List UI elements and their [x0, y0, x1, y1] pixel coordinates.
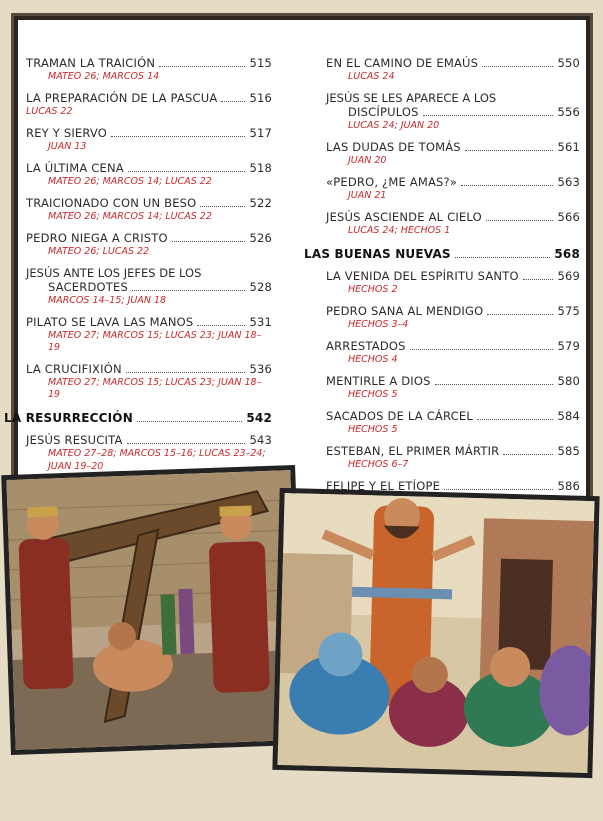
- entry-title: PEDRO SANA AL MENDIGO: [326, 304, 484, 318]
- entry-reference: JUAN 20: [348, 155, 387, 166]
- entry-page: 561: [557, 140, 580, 154]
- toc-entry: [26, 362, 272, 401]
- entry-page: 575: [557, 304, 580, 318]
- entry-page: 518: [249, 161, 272, 175]
- entry-page: 515: [249, 56, 272, 70]
- entry-title: JESÚS RESUCITA: [26, 433, 123, 447]
- toc-entry: [26, 126, 272, 153]
- toc-entry: [326, 91, 580, 132]
- entry-reference: LUCAS 22: [26, 106, 73, 117]
- entry-reference: LUCAS 24: [348, 71, 395, 82]
- entry-title-line: JESÚS SE LES APARECE A LOS: [326, 91, 497, 105]
- entry-title: FELIPE Y EL ETÍOPE: [326, 479, 441, 493]
- entry-title: LA CRUCIFIXIÓN: [26, 362, 122, 376]
- section-title: LAS BUENAS NUEVAS: [304, 247, 451, 261]
- section-title: LA RESURRECCIÓN: [4, 411, 133, 425]
- entry-reference: HECHOS 6–7: [348, 459, 409, 470]
- toc-entry: [326, 339, 580, 366]
- entry-reference: JUAN 21: [348, 190, 387, 201]
- toc-entry: [326, 374, 580, 401]
- entry-title: MENTIRLE A DIOS: [326, 374, 431, 388]
- toc-entry: [26, 56, 272, 83]
- toc-left-column: [4, 56, 272, 530]
- toc-entry: [326, 140, 580, 167]
- entry-page: 536: [249, 362, 272, 376]
- toc-entry: [326, 175, 580, 202]
- entry-title-line: SACERDOTES: [48, 280, 128, 294]
- entry-page: 584: [557, 409, 580, 423]
- toc-entry: [326, 444, 580, 471]
- entry-reference: HECHOS 5: [348, 424, 398, 435]
- entry-reference: MATEO 26; LUCAS 22: [48, 246, 150, 257]
- toc-entry: [26, 196, 272, 223]
- entry-reference: MATEO 26; MARCOS 14; LUCAS 22: [48, 211, 212, 222]
- entry-title: «PEDRO, ¿ME AMAS?»: [326, 175, 458, 189]
- entry-reference: MATEO 27; MARCOS 15; LUCAS 23; JUAN 18–19: [48, 330, 262, 353]
- entry-page: 550: [557, 56, 580, 70]
- entry-reference: HECHOS 2: [348, 284, 398, 295]
- section-page: 568: [554, 247, 580, 261]
- entry-title: JESÚS ASCIENDE AL CIELO: [326, 210, 482, 224]
- entry-reference: JUAN 13: [48, 141, 87, 152]
- entry-reference: MATEO 27–28; MARCOS 15–16; LUCAS 23–24;: [48, 448, 266, 459]
- toc-entry: [326, 409, 580, 436]
- entry-title-line: DISCÍPULOS: [348, 105, 419, 119]
- crucifixion-illustration: [1, 465, 305, 755]
- entry-page: 556: [557, 105, 580, 119]
- entry-title: TRAMAN LA TRAICIÓN: [26, 56, 156, 70]
- preaching-illustration: [272, 488, 599, 778]
- entry-reference: LUCAS 24; JUAN 20: [348, 120, 440, 131]
- entry-reference: JUAN 19–20: [48, 461, 104, 472]
- entry-page: 563: [557, 175, 580, 189]
- toc-entry: [326, 304, 580, 331]
- toc-entry: [26, 231, 272, 258]
- section-page: 542: [246, 411, 272, 425]
- toc-entry: [26, 91, 272, 118]
- entry-page: 543: [249, 433, 272, 447]
- entry-title: ESTEBAN, EL PRIMER MÁRTIR: [326, 444, 500, 458]
- entry-reference: HECHOS 3–4: [348, 319, 409, 330]
- toc-entry: [26, 266, 272, 307]
- entry-page: 528: [249, 280, 272, 294]
- toc-entry: [26, 161, 272, 188]
- entry-reference: MATEO 27; MARCOS 15; LUCAS 23; JUAN 18–19: [48, 377, 262, 400]
- entry-reference: MATEO 26; MARCOS 14; LUCAS 22: [48, 176, 212, 187]
- entry-title: EN EL CAMINO DE EMAÚS: [326, 56, 479, 70]
- entry-page: 580: [557, 374, 580, 388]
- entry-title: LAS DUDAS DE TOMÁS: [326, 140, 461, 154]
- toc-section-heading: [4, 411, 272, 425]
- entry-page: 516: [249, 91, 272, 105]
- toc-entry: [326, 269, 580, 296]
- toc-right-column: [304, 56, 580, 514]
- toc-entry: [326, 210, 580, 237]
- toc-entry: [26, 315, 272, 354]
- entry-page: 517: [249, 126, 272, 140]
- entry-reference: LUCAS 24; HECHOS 1: [348, 225, 451, 236]
- entry-page: 585: [557, 444, 580, 458]
- entry-title: LA ÚLTIMA CENA: [26, 161, 124, 175]
- entry-title: PEDRO NIEGA A CRISTO: [26, 231, 168, 245]
- entry-reference: MATEO 26; MARCOS 14: [48, 71, 160, 82]
- toc-entry: [326, 56, 580, 83]
- entry-title: REY Y SIERVO: [26, 126, 108, 140]
- entry-title: SACADOS DE LA CÁRCEL: [326, 409, 473, 423]
- entry-title: TRAICIONADO CON UN BESO: [26, 196, 197, 210]
- entry-title: LA PREPARACIÓN DE LA PASCUA: [26, 91, 218, 105]
- entry-page: 522: [249, 196, 272, 210]
- entry-page: 566: [557, 210, 580, 224]
- entry-title: PILATO SE LAVA LAS MANOS: [26, 315, 194, 329]
- entry-reference: MARCOS 14–15; JUAN 18: [48, 295, 167, 306]
- entry-title: ARRESTADOS: [326, 339, 406, 353]
- entry-reference: HECHOS 5: [348, 389, 398, 400]
- entry-title-line: JESÚS ANTE LOS JEFES DE LOS: [26, 266, 202, 280]
- entry-page: 569: [557, 269, 580, 283]
- toc-section-heading: [304, 247, 580, 261]
- entry-page: 579: [557, 339, 580, 353]
- entry-page: 586: [557, 479, 580, 493]
- entry-page: 531: [249, 315, 272, 329]
- entry-reference: HECHOS 4: [348, 354, 398, 365]
- entry-page: 526: [249, 231, 272, 245]
- entry-title: LA VENIDA DEL ESPÍRITU SANTO: [326, 269, 519, 283]
